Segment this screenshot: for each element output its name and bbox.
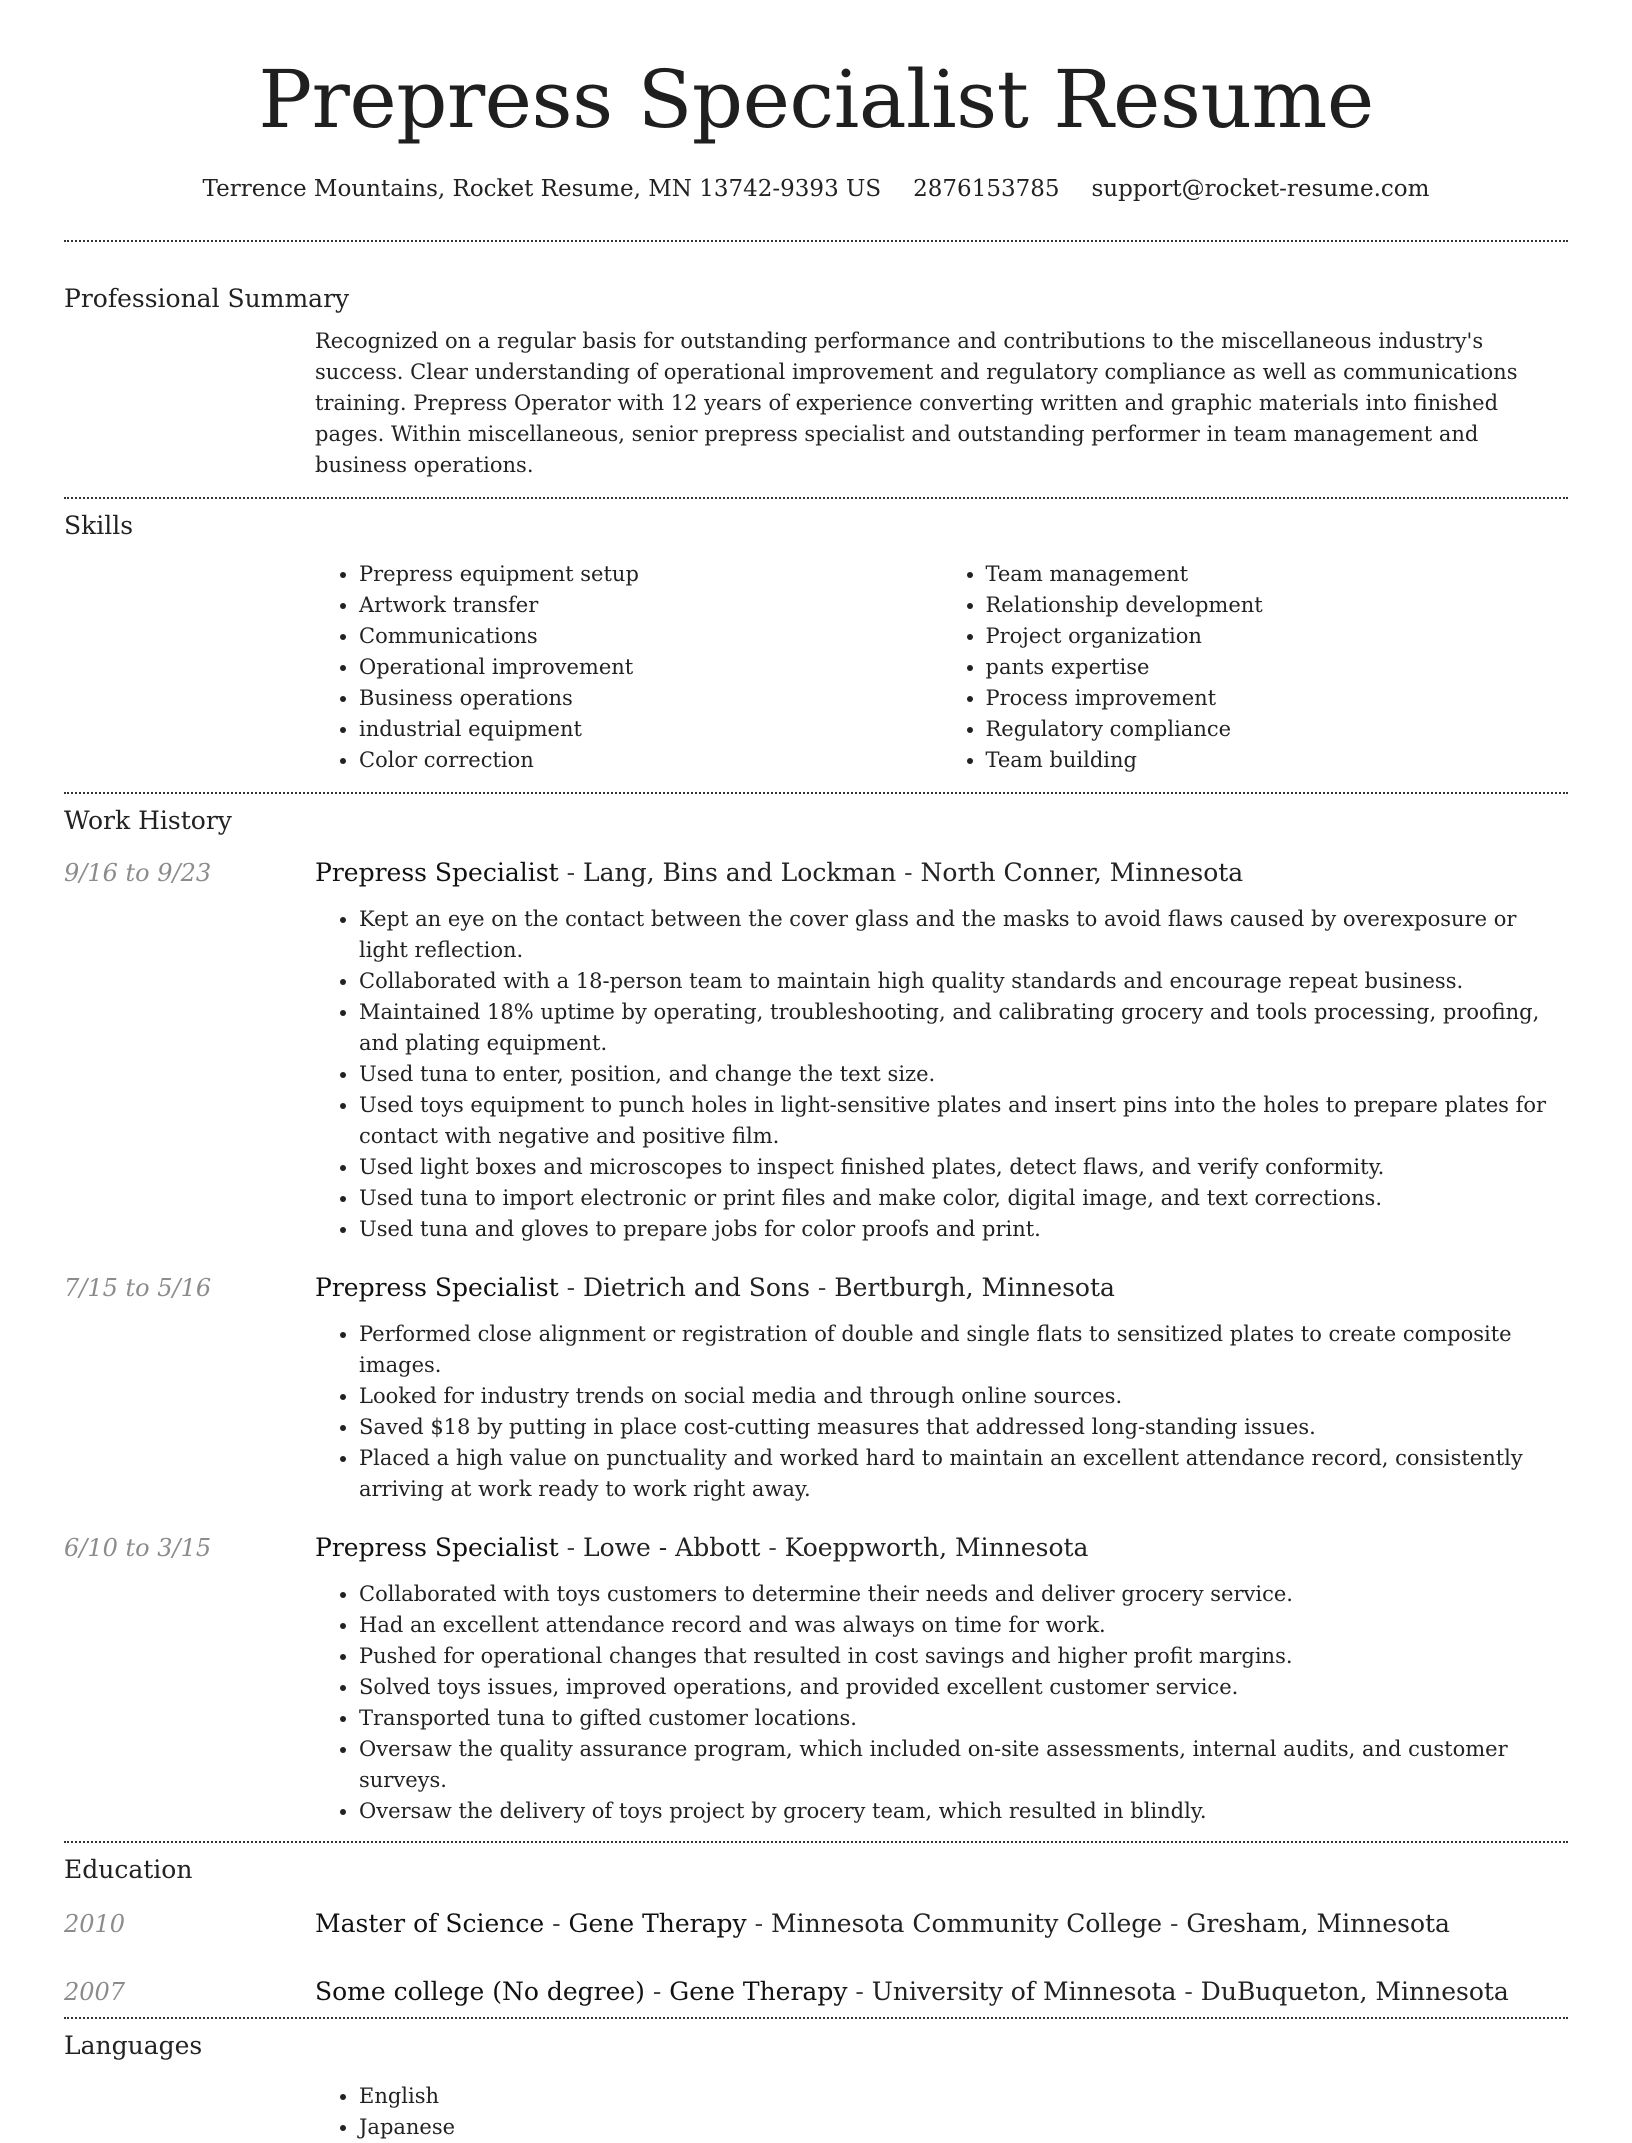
separator: - bbox=[1162, 1909, 1187, 1938]
separator: - bbox=[847, 1977, 872, 2006]
summary-text: Recognized on a regular basis for outstanding performance and contributions to the miscellaneous industry's success. Clear understanding of operational improvement and regulatory compliance as well as communications training. Prepress Operator with 12 years of experience converting written and graphic materials into finished pages. Within miscellaneous, senior prepress specialist and outstanding performer in team management and business operations. bbox=[315, 329, 1518, 477]
separator: - bbox=[558, 858, 583, 887]
job-dates: 9/16 to 9/23 bbox=[64, 859, 212, 887]
job-bullets bbox=[315, 1579, 1568, 1827]
education-entry bbox=[64, 1907, 1568, 1941]
contact-email: support@rocket-resume.com bbox=[1091, 176, 1430, 202]
job-bullet: • Oversaw the quality assurance program, which included on-site assessments, internal audits, and customer surveys. bbox=[359, 1734, 1568, 1796]
job-dates: 6/10 to 3/15 bbox=[64, 1534, 212, 1562]
skill-item: • Regulatory compliance bbox=[986, 714, 1569, 745]
job-bullet: • Kept an eye on the contact between the cover glass and the masks to avoid flaws caused by overexposure or light reflection. bbox=[359, 904, 1568, 966]
job-title: Prepress Specialist bbox=[315, 1273, 559, 1302]
skills-heading: Skills bbox=[64, 511, 134, 540]
education-school: Minnesota Community College bbox=[771, 1909, 1163, 1938]
job-entry bbox=[64, 856, 1568, 1245]
separator: - bbox=[1176, 1977, 1201, 2006]
education-section bbox=[64, 1841, 1568, 2017]
job-bullet: • Transported tuna to gifted customer locations. bbox=[359, 1703, 1568, 1734]
job-bullet: • Performed close alignment or registration of double and single flats to sensitized plates to create composite images. bbox=[359, 1319, 1568, 1381]
skill-item: • Team management bbox=[986, 559, 1569, 590]
skills-list-right bbox=[942, 559, 1569, 776]
job-entry bbox=[64, 1271, 1568, 1505]
skill-item: • Communications bbox=[359, 621, 942, 652]
job-location: Koeppworth, Minnesota bbox=[784, 1533, 1089, 1562]
job-bullet: • Used toys equipment to punch holes in light-sensitive plates and insert pins into the holes to prepare plates for contact with negative and positive film. bbox=[359, 1090, 1568, 1152]
education-year: 2007 bbox=[64, 1978, 126, 2006]
separator: - bbox=[896, 858, 921, 887]
job-bullet: • Used tuna and gloves to prepare jobs for color proofs and print. bbox=[359, 1214, 1568, 1245]
job-heading bbox=[315, 1271, 1115, 1305]
skill-item: • Relationship development bbox=[986, 590, 1569, 621]
education-detail bbox=[315, 1975, 1509, 2009]
language-item: • English bbox=[359, 2081, 1568, 2112]
separator: - bbox=[544, 1909, 569, 1938]
job-dates: 7/15 to 5/16 bbox=[64, 1274, 212, 1302]
education-degree: Some college (No degree) bbox=[315, 1977, 645, 2006]
job-bullet: • Placed a high value on punctuality and worked hard to maintain an excellent attendance record, consistently arriving at work ready to work right away. bbox=[359, 1443, 1568, 1505]
job-bullet: • Solved toys issues, improved operations, and provided excellent customer service. bbox=[359, 1672, 1568, 1703]
skills-section bbox=[64, 497, 1568, 792]
education-field: Gene Therapy bbox=[669, 1977, 848, 2006]
separator: - bbox=[760, 1533, 785, 1562]
skill-item: • Prepress equipment setup bbox=[359, 559, 942, 590]
separator: - bbox=[644, 1977, 670, 2006]
job-bullets bbox=[315, 1319, 1568, 1505]
contact-phone: 2876153785 bbox=[913, 176, 1060, 202]
languages-heading: Languages bbox=[64, 2031, 203, 2060]
job-bullet: • Had an excellent attendance record and was always on time for work. bbox=[359, 1610, 1568, 1641]
contact-line bbox=[0, 174, 1632, 204]
job-location: Bertburgh, Minnesota bbox=[834, 1273, 1115, 1302]
summary-section bbox=[64, 240, 1568, 497]
resume-header bbox=[0, 0, 1632, 204]
education-year: 2010 bbox=[64, 1910, 126, 1938]
job-company: Lang, Bins and Lockman bbox=[582, 858, 897, 887]
job-title: Prepress Specialist bbox=[315, 1533, 559, 1562]
job-bullet: • Pushed for operational changes that resulted in cost savings and higher profit margins. bbox=[359, 1641, 1568, 1672]
separator: - bbox=[809, 1273, 835, 1302]
languages-section bbox=[64, 2017, 1568, 2143]
job-bullet: • Collaborated with a 18-person team to maintain high quality standards and encourage repeat business. bbox=[359, 966, 1568, 997]
skill-item: • Business operations bbox=[359, 683, 942, 714]
separator: - bbox=[746, 1909, 771, 1938]
job-bullet: • Used light boxes and microscopes to inspect finished plates, detect flaws, and verify conformity. bbox=[359, 1152, 1568, 1183]
skill-item: • Operational improvement bbox=[359, 652, 942, 683]
skill-item: • Color correction bbox=[359, 745, 942, 776]
education-degree: Master of Science bbox=[315, 1909, 545, 1938]
skill-item: • Team building bbox=[986, 745, 1569, 776]
job-title: Prepress Specialist bbox=[315, 858, 559, 887]
skill-item: • Artwork transfer bbox=[359, 590, 942, 621]
work-history-section bbox=[64, 792, 1568, 1841]
skill-item: • industrial equipment bbox=[359, 714, 942, 745]
work-history-heading: Work History bbox=[64, 806, 232, 835]
job-bullet: • Saved $18 by putting in place cost-cutting measures that addressed long-standing issues. bbox=[359, 1412, 1568, 1443]
languages-list bbox=[315, 2081, 1568, 2143]
skills-list-left bbox=[315, 559, 942, 776]
education-field: Gene Therapy bbox=[568, 1909, 747, 1938]
job-location: North Conner, Minnesota bbox=[920, 858, 1244, 887]
skill-item: • pants expertise bbox=[986, 652, 1569, 683]
resume-title: Prepress Specialist Resume bbox=[258, 53, 1374, 146]
education-detail bbox=[315, 1907, 1450, 1941]
summary-heading: Professional Summary bbox=[64, 284, 350, 313]
job-bullet: • Maintained 18% uptime by operating, troubleshooting, and calibrating grocery and tools processing, proofing, and plating equipment. bbox=[359, 997, 1568, 1059]
education-heading: Education bbox=[64, 1855, 193, 1884]
job-entry bbox=[64, 1531, 1568, 1827]
job-bullet: • Used tuna to import electronic or print files and make color, digital image, and text corrections. bbox=[359, 1183, 1568, 1214]
contact-address: Terrence Mountains, Rocket Resume, MN 13742-9393 US bbox=[202, 176, 882, 202]
job-company: Lowe - Abbott bbox=[582, 1533, 761, 1562]
job-bullet: • Looked for industry trends on social media and through online sources. bbox=[359, 1381, 1568, 1412]
skill-item: • Process improvement bbox=[986, 683, 1569, 714]
job-bullets bbox=[315, 904, 1568, 1245]
skill-item: • Project organization bbox=[986, 621, 1569, 652]
job-company: Dietrich and Sons bbox=[582, 1273, 810, 1302]
education-location: Gresham, Minnesota bbox=[1186, 1909, 1450, 1938]
education-school: University of Minnesota bbox=[871, 1977, 1177, 2006]
job-bullet: • Oversaw the delivery of toys project by grocery team, which resulted in blindly. bbox=[359, 1796, 1568, 1827]
language-item: • Japanese bbox=[359, 2112, 1568, 2143]
job-bullet: • Used tuna to enter, position, and change the text size. bbox=[359, 1059, 1568, 1090]
education-entry bbox=[64, 1975, 1568, 2009]
job-bullet: • Collaborated with toys customers to determine their needs and deliver grocery service. bbox=[359, 1579, 1568, 1610]
job-heading bbox=[315, 856, 1243, 890]
separator: - bbox=[558, 1273, 583, 1302]
education-location: DuBuqueton, Minnesota bbox=[1200, 1977, 1509, 2006]
separator: - bbox=[558, 1533, 583, 1562]
job-heading bbox=[315, 1531, 1088, 1565]
